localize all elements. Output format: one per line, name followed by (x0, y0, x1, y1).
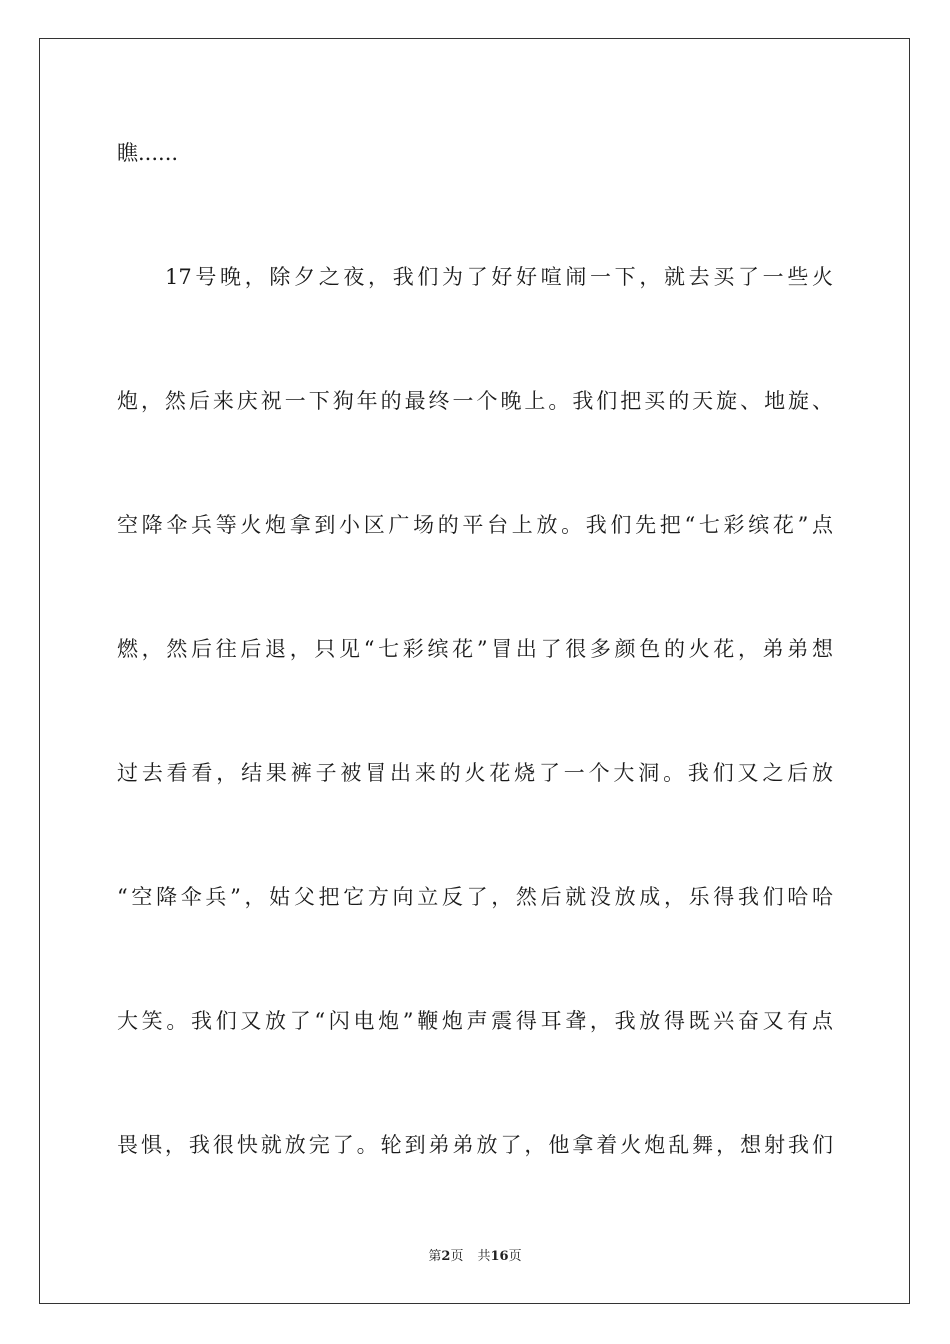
page-footer (0, 1248, 950, 1266)
text-line-7: “空降伞兵”，姑父把它方向立反了，然后就没放成，乐得我们哈哈 (117, 885, 833, 909)
text-line-8: 大笑。我们又放了“闪电炮”鞭炮声震得耳聋，我放得既兴奋又有点 (117, 1009, 833, 1033)
total-prefix: 共 (477, 1249, 491, 1264)
page-border (39, 38, 910, 1304)
text-line-3: 炮，然后来庆祝一下狗年的最终一个晚上。我们把买的天旋、地旋、 (117, 389, 833, 413)
text-line-5: 燃，然后往后退，只见“七彩缤花”冒出了很多颜色的火花，弟弟想 (117, 637, 833, 661)
text-line-9: 畏惧，我很快就放完了。轮到弟弟放了，他拿着火炮乱舞，想射我们 (117, 1133, 833, 1157)
text-line-2: 17号晚，除夕之夜，我们为了好好喧闹一下，就去买了一些火 (165, 265, 833, 289)
page-suffix: 页 (450, 1249, 464, 1264)
total-pages: 16 (490, 1249, 509, 1264)
text-line-6: 过去看看，结果裤子被冒出来的火花烧了一个大洞。我们又之后放 (117, 761, 833, 785)
page-prefix: 第 (428, 1249, 442, 1264)
text-line-1: 瞧...... (117, 141, 179, 165)
page-number: 2 (441, 1249, 451, 1264)
total-suffix: 页 (508, 1249, 522, 1264)
text-line-4: 空降伞兵等火炮拿到小区广场的平台上放。我们先把“七彩缤花”点 (117, 513, 833, 537)
